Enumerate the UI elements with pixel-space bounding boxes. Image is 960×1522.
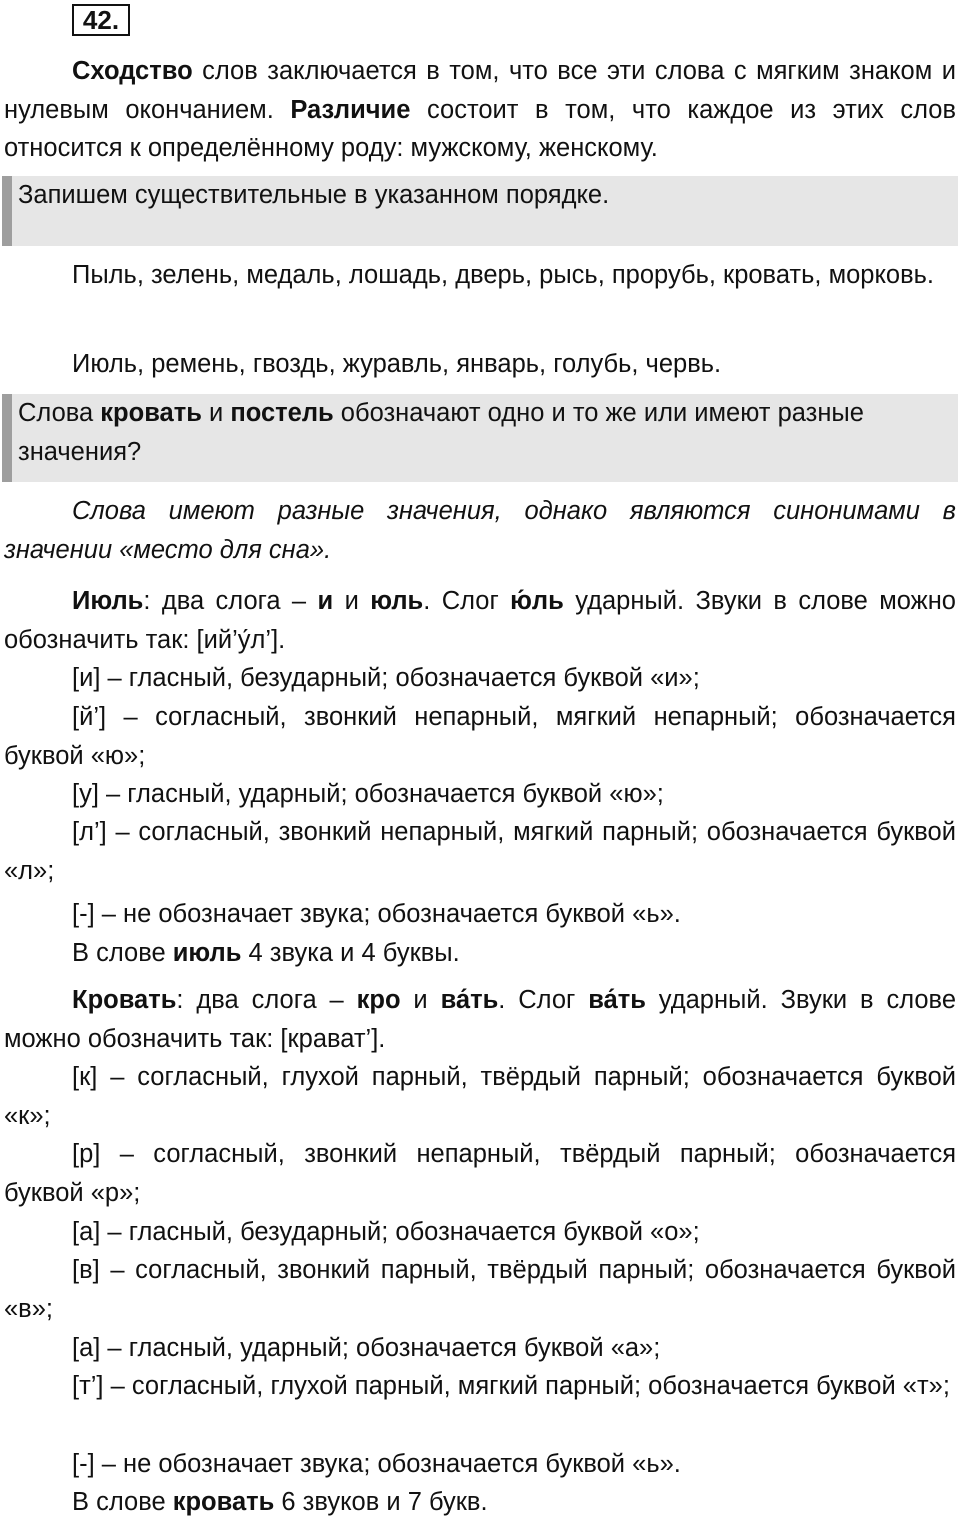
krovat-sound-2: [р] – согласный, звонкий непарный, твёрдый парный; обозначается буквой «р»;	[4, 1140, 956, 1207]
krovat-sound-3: [а] – гласный, безударный; обозначается буквой «о»;	[72, 1218, 700, 1246]
krovat-sound-5: [а] – гласный, ударный; обозначается буквой «а»;	[72, 1334, 661, 1362]
krovat-intro: Кровать: два слога – кро и ва́ть. Слог ва́ть ударный. Звуки в слове можно обозначить так: [крават’].	[4, 986, 957, 1053]
krovat-sound-1: [к] – согласный, глухой парный, твёрдый парный; обозначается буквой «к»;	[4, 1063, 956, 1130]
feminine-list: Пыль, зелень, медаль, лошадь, дверь, рысь, прорубь, кровать, морковь.	[72, 261, 935, 289]
iul-sound-1: [и] – гласный, безударный; обозначается буквой «и»;	[72, 664, 700, 692]
krovat-sound-4: [в] – согласный, звонкий парный, твёрдый парный; обозначается буквой «в»;	[4, 1256, 956, 1323]
iul-summary: В слове июль 4 звука и 4 буквы.	[72, 939, 460, 967]
answer-paragraph: Слова имеют разные значения, однако являются синонимами в значении «место для сна».	[4, 497, 956, 564]
question-box-2: Слова кровать и постель обозначают одно и то же или имеют разные значения?	[2, 394, 958, 482]
iul-sound-2: [й’] – согласный, звонкий непарный, мягкий непарный; обозначается буквой «ю»;	[4, 703, 956, 770]
krovat-summary: В слове кровать 6 звуков и 7 букв.	[72, 1488, 488, 1516]
iul-sound-4: [л’] – согласный, звонкий непарный, мягкий парный; обозначается буквой «л»;	[4, 818, 956, 885]
similarity-paragraph: Сходство слов заключается в том, что все эти слова с мягким знаком и нулевым окончанием. Различие состоит в том, что каждое из этих слов относится к определённому роду: мужскому, женскому.	[4, 57, 956, 162]
iul-intro: Июль: два слога – и и юль. Слог ю́ль ударный. Звуки в слове можно обозначить так: [ий’у́л’].	[4, 587, 956, 654]
task-number: 42.	[72, 4, 130, 36]
iul-sound-5: [-] – не обозначает звука; обозначается буквой «ь».	[72, 900, 681, 928]
question-box-1	[2, 176, 958, 246]
masculine-list: Июль, ремень, гвоздь, журавль, январь, голубь, червь.	[72, 350, 722, 378]
iul-sound-3: [у] – гласный, ударный; обозначается буквой «ю»;	[72, 780, 664, 808]
question-text: Запишем существительные в указанном порядке.	[18, 181, 610, 209]
krovat-sound-6: [т’] – согласный, глухой парный, мягкий парный; обозначается буквой «т»;	[72, 1372, 950, 1400]
krovat-sound-7: [-] – не обозначает звука; обозначается буквой «ь».	[72, 1450, 681, 1478]
